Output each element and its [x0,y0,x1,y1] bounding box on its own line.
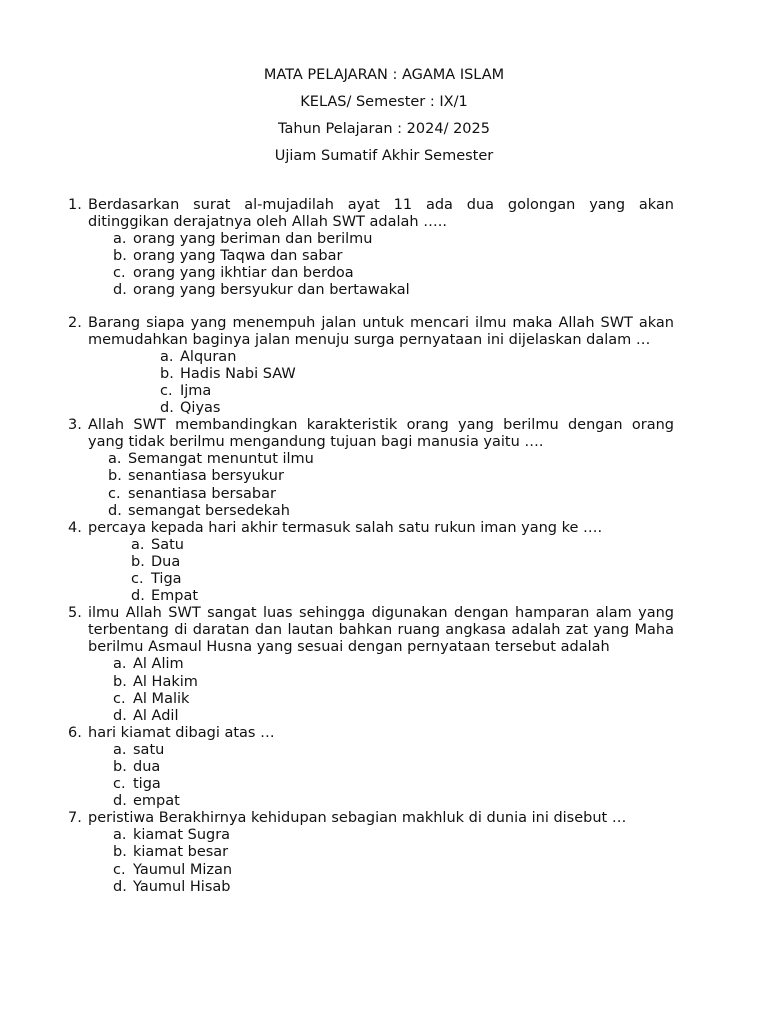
option-text: Satu [151,536,184,553]
option-text: Ijma [180,382,212,399]
option-text: kiamat Sugra [133,827,231,844]
option-a [88,231,674,248]
exam-title: Ujiam Sumatif Akhir Semester [274,148,494,164]
question-1 [68,197,674,300]
question-number: 4. [68,519,82,536]
option-letter: a. [108,451,122,468]
option-a [88,537,674,554]
option-letter: c. [113,861,126,878]
option-text: Al Adil [133,707,179,724]
question-2 [68,315,674,418]
option-letter: d. [131,588,145,605]
option-letter: b. [160,365,174,382]
option-text: orang yang Taqwa dan sabar [133,248,343,265]
option-list [88,656,674,724]
option-c [88,383,674,400]
option-text: Yaumul Hisab [133,878,231,895]
option-text: Semangat menuntut ilmu [128,451,314,468]
option-text: Empat [151,588,199,605]
option-a [88,742,674,759]
question-number: 3. [68,417,82,434]
option-text: Hadis Nabi SAW [180,365,296,382]
option-b [88,554,674,571]
option-letter: b. [113,844,127,861]
option-d [88,503,674,520]
option-letter: c. [131,570,144,587]
question-text: ilmu Allah SWT sangat luas sehingga digunakan dengan hamparan alam yang terbentang di daratan dan lautan bahkan ruang angkasa adalah zat yang Maha berilmu Asmaul Husna yang sesuai dengan pernyataan tersebut adalah [88,605,674,656]
question-text: hari kiamat dibagi atas … [88,724,275,741]
option-letter: d. [113,793,127,810]
option-a [88,451,674,468]
question-6 [68,725,674,810]
question-number: 6. [68,724,82,741]
option-b [88,468,674,485]
question-list [68,197,674,896]
option-list [88,231,674,299]
option-text: orang yang beriman dan berilmu [133,231,373,248]
option-text: semangat bersedekah [128,502,290,519]
option-text: empat [133,793,180,810]
option-letter: b. [131,553,145,570]
option-letter: a. [131,536,145,553]
exam-header [0,62,768,170]
option-b [88,366,674,383]
option-letter: c. [113,776,126,793]
option-letter: c. [108,485,121,502]
option-text: orang yang bersyukur dan bertawakal [133,282,410,299]
option-letter: c. [160,382,173,399]
subject-line: MATA PELAJARAN : AGAMA ISLAM [263,67,505,83]
option-text: Tiga [151,570,182,587]
option-b [88,759,674,776]
option-d [88,879,674,896]
option-letter: d. [160,400,174,417]
option-text: satu [133,741,165,758]
option-text: Al Hakim [133,673,198,690]
question-3 [68,417,674,520]
option-text: dua [133,759,161,775]
option-letter: b. [113,759,127,775]
option-d [88,793,674,810]
option-text: Qiyas [180,400,221,417]
question-text: peristiwa Berakhirnya kehidupan sebagian makhluk di dunia ini disebut … [88,810,627,827]
option-text: Dua [151,553,181,570]
question-5 [68,605,674,725]
option-letter: c. [113,265,126,282]
question-text: Barang siapa yang menempuh jalan untuk mencari ilmu maka Allah SWT akan memudahkan baginya jalan menuju surga pernyataan ini dijelaskan dalam … [88,314,674,348]
option-c [88,776,674,793]
option-letter: a. [113,231,127,248]
question-text: Allah SWT membandingkan karakteristik orang yang berilmu dengan orang yang tidak berilmu mengandung tujuan bagi manusia yaitu …. [88,417,674,451]
question-text: percaya kepada hari akhir termasuk salah satu rukun iman yang ke …. [88,519,603,536]
school-year-line: Tahun Pelajaran : 2024/ 2025 [278,121,490,137]
option-list [88,537,674,605]
option-text: kiamat besar [133,844,229,861]
option-text: senantiasa bersyukur [128,468,284,485]
option-letter: b. [113,673,127,690]
question-4 [68,520,674,605]
spacer [68,300,674,315]
option-list [88,827,674,895]
option-c [88,691,674,708]
option-c [88,486,674,503]
option-list [88,451,674,519]
option-text: tiga [133,776,161,793]
option-c [88,862,674,879]
option-d [88,588,674,605]
option-letter: b. [108,468,122,485]
option-d [88,282,674,299]
option-letter: c. [113,690,126,707]
option-c [88,265,674,282]
question-7 [68,810,674,895]
option-d [88,400,674,417]
option-d [88,708,674,725]
option-a [88,656,674,673]
option-list [88,742,674,810]
question-number: 5. [68,605,82,622]
question-number: 2. [68,314,82,331]
option-letter: b. [113,248,127,265]
option-b [88,844,674,861]
option-a [88,827,674,844]
option-c [88,571,674,588]
question-number: 7. [68,810,82,827]
option-text: Al Malik [133,690,190,707]
option-letter: a. [113,656,127,673]
option-b [88,674,674,691]
option-text: senantiasa bersabar [128,485,276,502]
option-letter: a. [113,741,127,758]
option-letter: d. [113,707,127,724]
option-letter: a. [113,827,127,844]
option-a [88,349,674,366]
option-text: Al Alim [133,656,184,673]
option-text: Yaumul Mizan [133,861,233,878]
option-letter: d. [108,502,122,519]
option-text: orang yang ikhtiar dan berdoa [133,265,354,282]
question-number: 1. [68,197,82,213]
option-b [88,248,674,265]
question-text: Berdasarkan surat al-mujadilah ayat 11 ada dua golongan yang akan ditinggikan derajatnya oleh Allah SWT adalah ….. [88,197,674,231]
class-semester-line: KELAS/ Semester : IX/1 [300,94,468,110]
option-letter: a. [160,348,174,365]
option-list [88,349,674,417]
option-text: Alquran [180,348,237,365]
option-letter: d. [113,282,127,299]
option-letter: d. [113,878,127,895]
